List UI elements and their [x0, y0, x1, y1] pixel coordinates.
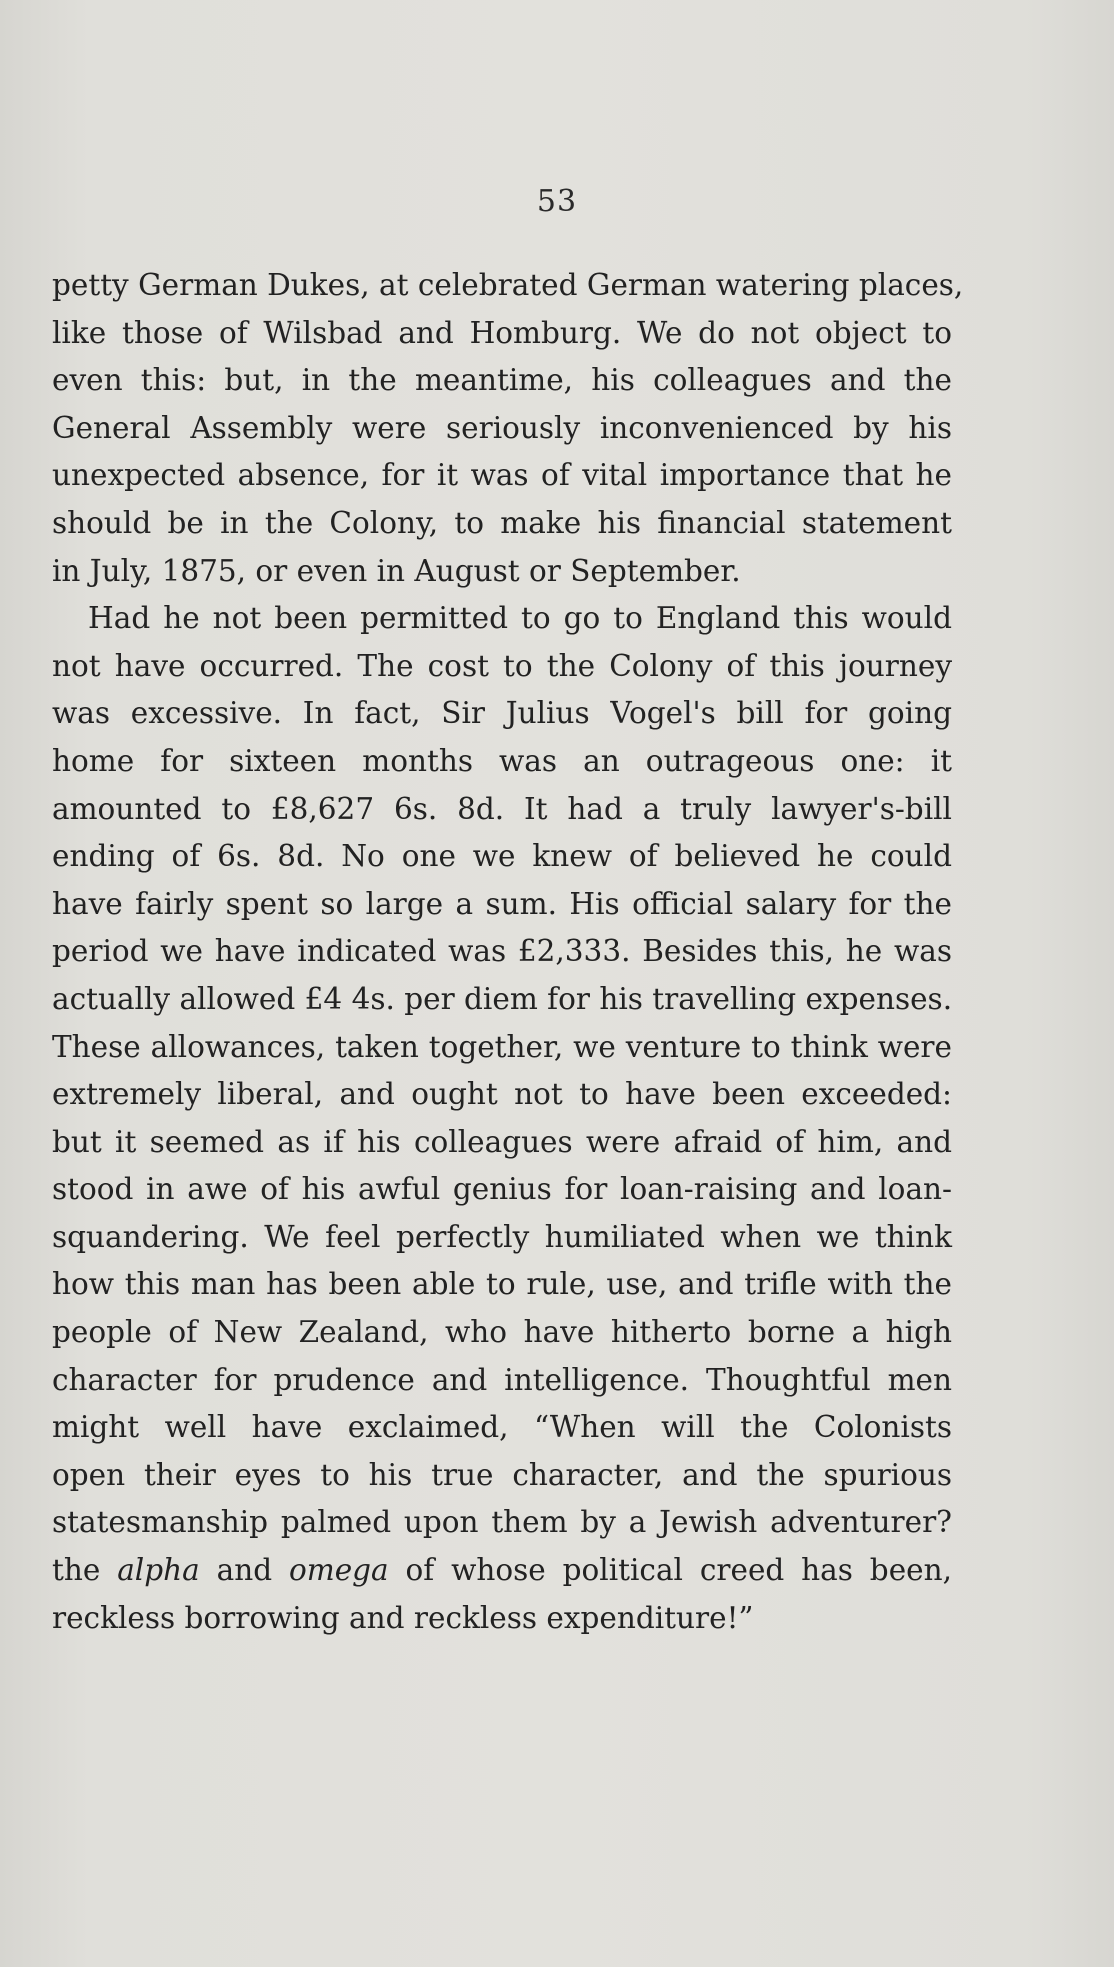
text-line: was excessive. In fact, Sir Julius Vogel's bill for going	[52, 696, 952, 731]
text-line: amounted to £8,627 6s. 8d. It had a truly lawyer's-bill	[52, 791, 952, 826]
paragraph-start-line: Had he not been permitted to go to England this would	[88, 601, 952, 636]
italic-word-omega: omega	[288, 1553, 389, 1588]
text-line: ending of 6s. 8d. No one we knew of believed he could	[52, 839, 952, 874]
text-fragment: the	[52, 1553, 118, 1588]
text-line: actually allowed £4 4s. per diem for his travelling expenses.	[52, 981, 953, 1016]
text-line: unexpected absence, for it was of vital importance that he	[52, 458, 952, 493]
text-line: character for prudence and intelligence. Thoughtful men	[52, 1362, 952, 1397]
text-line: period we have indicated was £2,333. Besides this, he was	[52, 934, 952, 969]
text-line: statesmanship palmed upon them by a Jewish adventurer?	[52, 1505, 952, 1540]
text-fragment: of whose political creed has been,	[388, 1553, 952, 1588]
text-line-with-italics	[52, 1547, 952, 1595]
page-number: 53	[536, 184, 578, 219]
text-line: might well have exclaimed, “When will the Colonists	[52, 1410, 952, 1445]
text-line: people of New Zealand, who have hitherto borne a high	[52, 1315, 952, 1350]
text-line: how this man has been able to rule, use, and trifle with the	[52, 1267, 952, 1302]
text-line: home for sixteen months was an outrageous one: it	[52, 743, 952, 778]
text-line: should be in the Colony, to make his financial statement	[52, 505, 952, 540]
text-fragment: and	[199, 1553, 289, 1588]
body-text	[52, 262, 964, 1642]
text-line: in July, 1875, or even in August or September.	[52, 553, 741, 588]
text-line: even this: but, in the meantime, his colleagues and the	[52, 363, 952, 398]
text-line: have fairly spent so large a sum. His official salary for the	[52, 886, 952, 921]
text-line: petty German Dukes, at celebrated German watering places,	[52, 268, 964, 302]
text-line: but it seemed as if his colleagues were afraid of him, and	[52, 1124, 952, 1159]
text-line: not have occurred. The cost to the Colony of this journey	[52, 648, 952, 683]
text-line: squandering. We feel perfectly humiliated when we think	[52, 1219, 952, 1254]
text-line: open their eyes to his true character, and the spurious	[52, 1457, 952, 1492]
text-line: stood in awe of his awful genius for loan-raising and loan-	[52, 1172, 952, 1207]
text-line: reckless borrowing and reckless expenditure!”	[52, 1600, 754, 1635]
text-line: like those of Wilsbad and Homburg. We do not object to	[52, 315, 952, 350]
text-line: These allowances, taken together, we venture to think were	[52, 1029, 952, 1064]
italic-word-alpha: alpha	[117, 1553, 200, 1588]
text-line: extremely liberal, and ought not to have been exceeded:	[52, 1077, 952, 1112]
text-line: General Assembly were seriously inconvenienced by his	[52, 410, 952, 445]
